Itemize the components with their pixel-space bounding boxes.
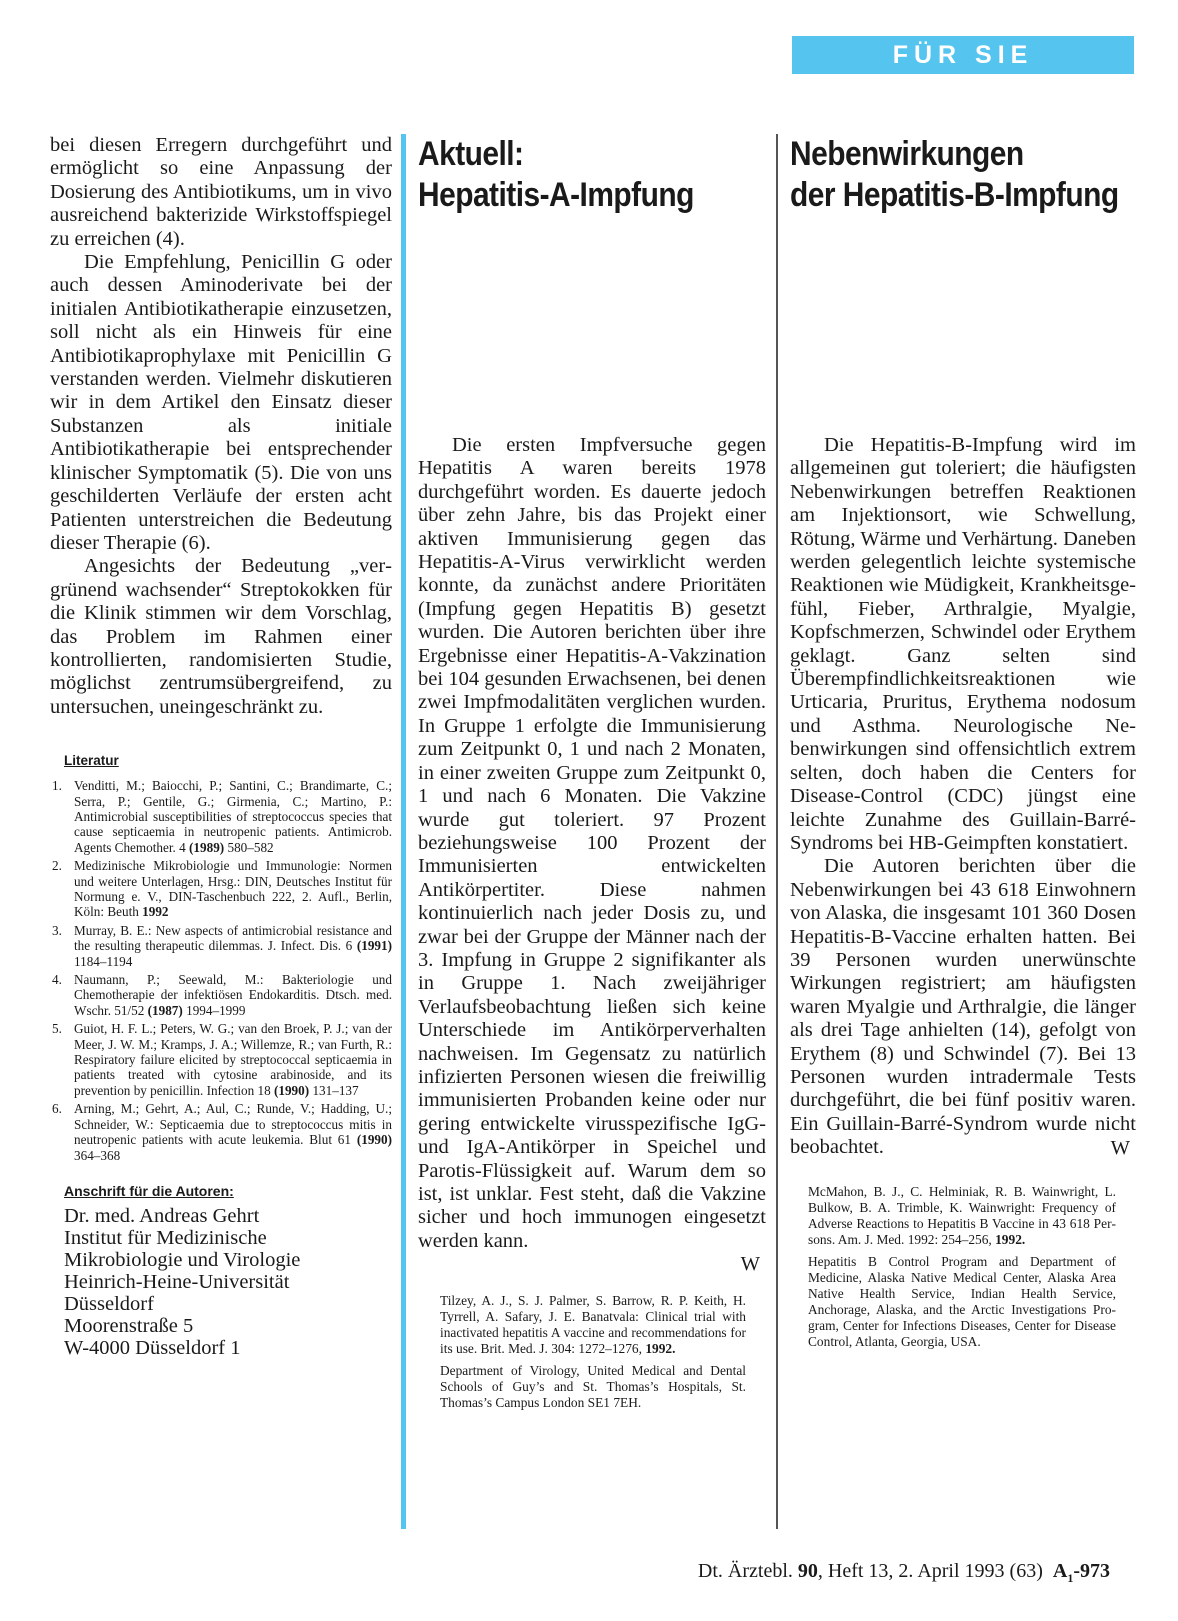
article-headline-hepatitis-a bbox=[418, 134, 724, 216]
reference-list bbox=[50, 778, 392, 1163]
section-banner: FÜR SIE REFERIERT bbox=[792, 36, 1134, 74]
address-line: Dr. med. Andreas Gehrt bbox=[64, 1204, 260, 1227]
reference-number: 1. bbox=[52, 778, 62, 794]
citation-text: Tilzey, A. J., S. J. Palmer, S. Barrow, R. P. Keith, H. Tyrrell, A. Safary, J. E. Banatvala: Clinical trial with inactivated hepatitis A vaccine and recommendations for its use. Brit. Med. J. 304: 1272–1276, bbox=[440, 1292, 746, 1356]
author-address bbox=[50, 1205, 392, 1359]
reference-item bbox=[50, 972, 392, 1018]
middle-column bbox=[418, 134, 766, 1417]
reference-pages: 1184–1194 bbox=[74, 953, 133, 969]
page-number: $A_1-973$ bbox=[1052, 1560, 1110, 1585]
reference-pages: 364–368 bbox=[74, 1147, 121, 1163]
address-line: W-4000 Düsseldorf 1 bbox=[64, 1336, 241, 1359]
reference-pages: 580–582 bbox=[224, 839, 274, 855]
address-heading: Anschrift für die Autoren: bbox=[64, 1182, 234, 1199]
reference-year: (1991) bbox=[356, 938, 392, 954]
article-body-hepatitis-a: Die ersten Impfversuche gegen Hepatitis A waren bereits 1978 durchgeführt worden. Es dauerte jedoch über zehn Jahre, bis das Projekt einer aktiven Immunisierung gegen das Hepatitis-A-Virus verwirklicht werden konnte, da zunächst andere Prioritäten (Impfung gegen Hepatitis B) gesetzt wurden. Die Autoren berichten über ihre Ergebnisse einer Hepatitis-A-Vakzination bei 104 gesunden Erwachsenen, bei denen zwei Impfmodalitäten verglichen wurden. In Gruppe 1 erfolgte die Immunisierung zum Zeitpunkt 0, 1 und nach 2 Monaten, in einer zweiten Gruppe zum Zeitpunkt 0, 1 und nach 6 Monaten. Die Vakzine wurde gut toleriert. 97 Prozent beziehungsweise 100 Prozent der Immunisierten entwickelten Antikörpertiter. Diese nahmen kontinuierlich nach jeder Dosis zu, und zwar bei der Gruppe der Männer nach der 3. Impfung in Gruppe 2 signifikanter als in Gruppe 1. Nach zweijähriger Verlaufsbeobachtung ließen sich keine Unterschiede im Antikörperverhalten nachweisen. Im Gegensatz zu natürlich infizierten Personen wiesen die freiwillig immunisierten Probanden keine oder nur gering entwickelte virusspezifische IgG- und IgA-Antikörper in Speichel und Parotis-Flüssigkeit auf. Warum dem so ist, ist unklar. Fest steht, daß die Vakzine sicher und hoch immunogen eingesetzt werden kann. bbox=[418, 434, 766, 1252]
reference-text: Venditti, M.; Baiocchi, P.; Santini, C.; Brandimarte, C.; Serra, P.; Gentile, G.; Girmenia, C.; Martino, P.: Antimicrobial susceptibilities of streptococcus species that cause septicaemia in neutropenic patients. Antimicrob. Agents Chemother. 4 bbox=[74, 778, 392, 855]
reference-text: Medizinische Mikrobiologie und Immunologie: Normen und weitere Unterlagen, Hrsg.: DIN, Deutsches Institut für Normung e. V., DIN-Taschenbuch 222, 2. Aufl., Berlin, Köln: Beuth bbox=[74, 858, 392, 920]
reference-year: (1989) bbox=[189, 839, 225, 855]
headline-line: Hepatitis-A-Impfung bbox=[418, 176, 694, 214]
article-headline-hepatitis-b bbox=[790, 134, 1119, 216]
article-citation bbox=[808, 1184, 1116, 1248]
reference-number: 5. bbox=[52, 1021, 62, 1037]
page-footer bbox=[640, 1560, 1110, 1586]
column-rule-dark bbox=[776, 134, 778, 1529]
left-paragraph-3: Angesichts der Bedeutung „vergrünend wachsender“ Streptokokken für die Klinik stimmen wir dem Vorschlag, das Problem im Rahmen einer kontrollierten, randomisierten Studie, möglichst zentrumsübergreifend, zu untersuchen, uneingeschränkt zu. bbox=[50, 555, 392, 718]
article-affiliation: Hepatitis B Control Program and Department of Medicine, Alaska Native Medical Center, Alaska Area Native Health Service, Indian Health Service, Anchorage, Alaska, and the Arctic Investigations Program, Center for Infections Diseases, Center for Disease Control, Atlanta, Georgia, USA. bbox=[808, 1254, 1116, 1349]
reference-number: 2. bbox=[52, 858, 62, 874]
headline-line: Aktuell: bbox=[418, 135, 524, 173]
article-affiliation: Department of Virology, United Medical and Dental Schools of Guy’s and St. Thomas’s Hospitals, St. Thomas’s Campus London SE1 7EH. bbox=[440, 1362, 746, 1410]
reference-text: Naumann, P.; Seewald, M.: Bakteriologie und Chemotherapie der infektiösen Endokarditis. Dtsch. med. Wschr. 51/52 bbox=[74, 972, 392, 1018]
headline-line: Nebenwirkungen bbox=[790, 135, 1024, 173]
column-rule-blue bbox=[401, 134, 406, 1529]
reference-number: 6. bbox=[52, 1101, 62, 1117]
address-line: Düsseldorf bbox=[64, 1292, 154, 1315]
reference-text: Guiot, H. F. L.; Peters, W. G.; van den Broek, P. J.; van der Meer, J. W. M.; Kramps, J. A.; Willemze, R.; van Furth, R.: Respiratory failure elicited by streptococcal septicaemia in patients treated with cytosine arabinoside, and its prevention by penicillin. Infection 18 bbox=[74, 1021, 392, 1098]
address-line: Heinrich-Heine-Universität bbox=[64, 1270, 290, 1293]
citation-year: 1992. bbox=[995, 1232, 1026, 1247]
citation-year: 1992. bbox=[645, 1340, 676, 1356]
address-line: Moorenstraße 5 bbox=[64, 1314, 194, 1337]
reference-item bbox=[50, 858, 392, 920]
reference-item bbox=[50, 1021, 392, 1098]
reference-item bbox=[50, 923, 392, 969]
reference-year: 1992 bbox=[142, 904, 169, 920]
reference-item bbox=[50, 778, 392, 855]
journal-name: Dt. Ärztebl. bbox=[697, 1560, 798, 1582]
article-signoff: W bbox=[740, 1253, 760, 1276]
journal-volume: 90 bbox=[797, 1560, 818, 1582]
reference-year: (1987) bbox=[147, 1002, 183, 1018]
reference-number: 4. bbox=[52, 972, 62, 988]
issue-date: , Heft 13, 2. April 1993 (63) bbox=[817, 1560, 1043, 1582]
reference-number: 3. bbox=[52, 922, 62, 938]
reference-pages: 1994–1999 bbox=[182, 1002, 246, 1018]
left-paragraph-2: Die Empfehlung, Penicillin G oder auch dessen Aminoderivate bei der initialen Antibiotikatherapie einzusetzen, soll nicht als ein Hinweis für eine Antibiotikaprophylaxe mit Penicillin G verstanden werden. Vielmehr diskutieren wir in dem Artikel den Einsatz dieser Substanzen als initiale Antibiotikatherapie bei entsprechender klinischer Symptomatik (5). Die von uns geschilderten Verläufe der ersten acht Patienten unterstreichen die Bedeutung dieser Therapie (6). bbox=[50, 251, 392, 554]
address-line: Institut für Medizinische bbox=[64, 1226, 267, 1249]
address-line: Mikrobiologie und Virologie bbox=[64, 1248, 301, 1271]
reference-year: (1990) bbox=[273, 1082, 310, 1098]
citation-text: McMahon, B. J., C. Helminiak, R. B. Wainwright, L. Bulkow, B. A. Trimble, K. Wainwright: Frequency of Adverse Reactions to Hepatitis B Vaccine in 43 618 Persons. Am. J. Med. 1992: 254–256, bbox=[808, 1184, 1116, 1247]
article-signoff: W bbox=[1110, 1136, 1130, 1159]
left-column bbox=[50, 134, 392, 1359]
article-body-paragraph-1: Die Hepatitis-B-Impfung wird im allgemeinen gut toleriert; die häufigsten Nebenwirkungen betreffen Reaktionen am Injektionsort, wie Schwellung, Rötung, Wärme und Verhärtung. Daneben werden gelegentlich leichte systemische Reaktionen wie Müdigkeit, Krankheitsgefühl, Fieber, Arthralgie, Myalgie, Kopfschmerzen, Schwindel oder Erythem geklagt. Ganz selten sind Überempfindlichkeitsreaktionen wie Urticaria, Pruritus, Erythema nodosum und Asthma. Neurologische Nebenwirkungen sind offensichtlich extrem selten, doch haben die Centers for Disease-Control (CDC) jüngst eine leichte Zunahme des Guillain-Barré-Syndroms bei HB-Geimpften konstatiert. bbox=[790, 434, 1136, 854]
article-citation bbox=[440, 1293, 746, 1357]
headline-line: der Hepatitis-B-Impfung bbox=[790, 176, 1119, 214]
literature-heading: Literatur bbox=[64, 753, 119, 769]
reference-item bbox=[50, 1101, 392, 1163]
article-body-paragraph-2: Die Autoren berichten über die Nebenwirkungen bei 43 618 Einwohnern von Alaska, die insgesamt 101 360 Dosen Hepatitis-B-Vaccine erhalten hatten. Bei 39 Personen wurden unerwünschte Wirkungen registriert; am häufigsten waren Myalgie und Arthralgie, die länger als drei Tage anhielten (14), gefolgt von Erythem (8) und Schwindel (7). Bei 13 Personen wurden intradermale Tests durchgeführt, die bei fünf positiv waren. Ein Guillain-Barré-Syndrom wurde nicht beobachtet. bbox=[790, 855, 1136, 1159]
reference-text: Murray, B. E.: New aspects of antimicrobial resistance and the resulting therapeutic dilemmas. J. Infect. Dis. 6 bbox=[74, 922, 392, 954]
reference-text: Arning, M.; Gehrt, A.; Aul, C.; Runde, V.; Hadding, U.; Schneider, W.: Septicaemia due to streptococcus mitis in neutropenic patients with acute leukemia. Blut 61 bbox=[74, 1101, 392, 1148]
right-column bbox=[790, 134, 1136, 1356]
reference-year: (1990) bbox=[356, 1132, 392, 1148]
reference-pages: 131–137 bbox=[309, 1082, 359, 1098]
left-paragraph-1: bei diesen Erregern durchgeführt und ermöglicht so eine Anpassung der Dosierung des Antibiotikums, um in vivo ausreichend bakterizide Wirkstoffspiegel zu erreichen (4). bbox=[50, 134, 392, 250]
